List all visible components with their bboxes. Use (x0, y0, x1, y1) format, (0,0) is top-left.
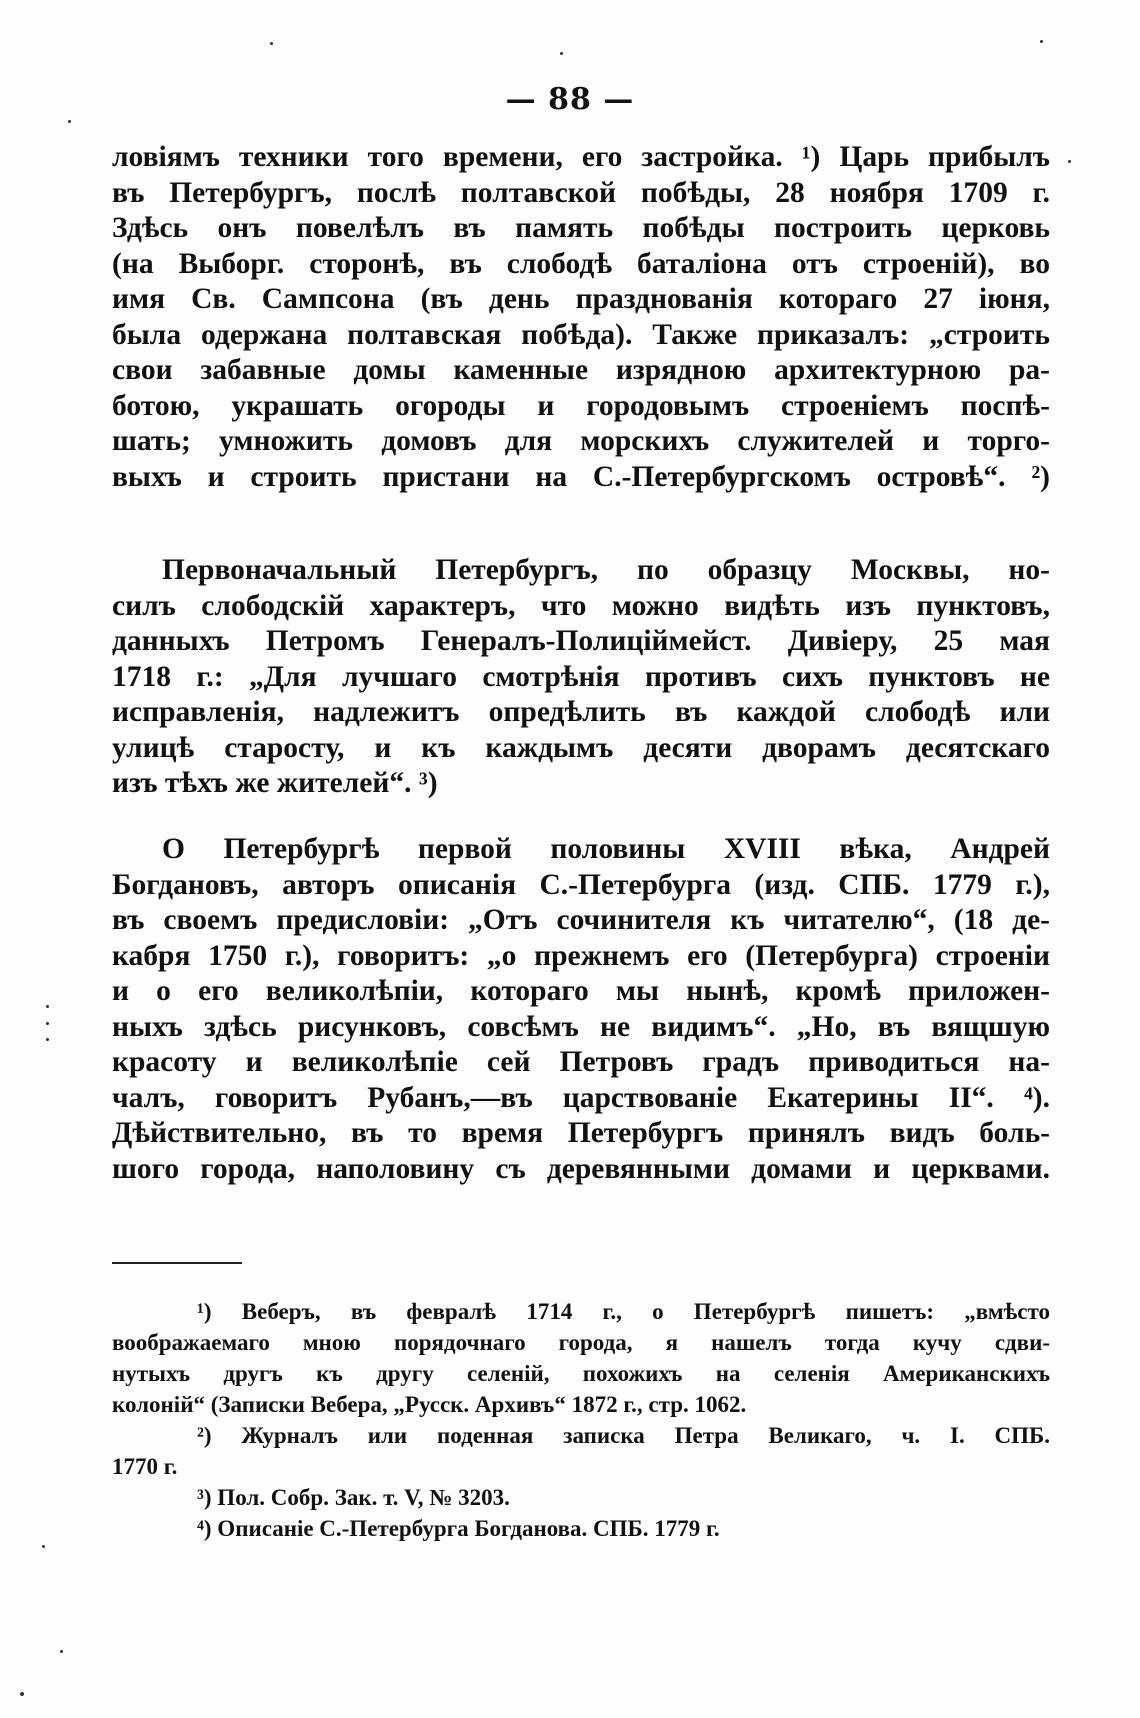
text-line: данныхъ Петромъ Генералъ-Полиціймейст. Дивіеру, 25 мая (112, 625, 1050, 657)
text-line: красоту и великолѣпіе сей Петровъ градъ приводиться на- (112, 1046, 1050, 1078)
paragraph-3 (112, 832, 1050, 1187)
text-line: 1718 г.: „Для лучшаго смотрѣнія противъ сихъ пунктовъ не (112, 660, 1050, 693)
text-line: имя Св. Сампсона (въ день празднованія котораго 27 іюня, (112, 283, 1050, 315)
footnote-1-line: воображаемаго мною порядочнаго города, я нашелъ тогда кучу сдви- (112, 1330, 1050, 1355)
text-line: улицѣ старосту, и къ каждымъ десяти дворамъ десятскаго (112, 731, 1050, 764)
text-line: была одержана полтавская побѣда). Также приказалъ: „строить (112, 318, 1050, 351)
text-line: (на Выборг. сторонѣ, въ слободѣ баталіона отъ строеній), во (112, 247, 1050, 280)
paragraph-2 (112, 553, 1050, 802)
footnote-2-line: ²) Журналъ или поденная записка Петра Великаго, ч. I. СПБ. (197, 1423, 1050, 1448)
text-line: Богдановъ, авторъ описанія С.-Петербурга (изд. СПБ. 1779 г.), (112, 868, 1050, 901)
text-line: свои забавные домы каменные изрядною архитектурною ра- (112, 354, 1050, 386)
scan-speck (60, 1650, 63, 1653)
scan-speck (270, 42, 273, 45)
scan-speck (1040, 40, 1043, 43)
text-line: въ своемъ предисловіи: „Отъ сочинителя къ читателю“, (18 де- (112, 904, 1050, 936)
scan-speck (46, 1005, 49, 1008)
text-line: Здѣсь онъ повелѣлъ въ память побѣды построить церковь (112, 212, 1050, 244)
text-line: ботою, украшать огороды и городовымъ строеніемъ поспѣ- (112, 389, 1050, 422)
footnote-3-line: ³) Пол. Собр. Зак. т. V, № 3203. (197, 1485, 510, 1510)
footnotes (112, 1296, 1050, 1544)
footnote-1-line: ¹) Веберъ, въ февралѣ 1714 г., о Петербургѣ пишетъ: „вмѣсто (197, 1299, 1050, 1324)
text-line: ныхъ здѣсь рисунковъ, совсѣмъ не видимъ“. „Но, въ вящшую (112, 1010, 1050, 1043)
footnote-2-line: 1770 г. (112, 1454, 178, 1479)
text-line: О Петербургѣ первой половины XVIII вѣка, Андрей (162, 833, 1050, 865)
text-line: въ Петербургъ, послѣ полтавской побѣды, 28 ноября 1709 г. (112, 176, 1050, 209)
text-line: выхъ и строить пристани на С.-Петербургскомъ островѣ“. ²) (112, 460, 1050, 493)
scan-speck (68, 120, 71, 123)
scan-speck (1068, 160, 1071, 163)
text-line: ловіямъ техники того времени, его застройка. ¹) Царь прибылъ (112, 141, 1050, 173)
footnote-1-line: нутыхъ другъ къ другу селеній, похожихъ на селенія Американскихъ (112, 1361, 1050, 1386)
paragraph-1 (112, 140, 1050, 495)
text-line: исправленія, надлежитъ опредѣлить въ каждой слободѣ или (112, 696, 1050, 728)
scan-speck (46, 1022, 49, 1025)
scan-speck (560, 52, 563, 55)
footnote-divider (112, 1262, 242, 1264)
text-line: шать; умножить домовъ для морскихъ служителей и торго- (112, 425, 1050, 457)
text-line: Первоначальный Петербургъ, по образцу Москвы, но- (162, 554, 1050, 586)
text-line: Дѣйствительно, въ то время Петербургъ принялъ видъ боль- (112, 1117, 1050, 1149)
text-line: изъ тѣхъ же жителей“. ³) (112, 767, 438, 799)
text-line: и о его великолѣпіи, котораго мы нынѣ, кромѣ приложен- (112, 975, 1050, 1007)
text-line: силъ слободскій характеръ, что можно видѣть изъ пунктовъ, (112, 589, 1050, 622)
page-number: — 88 — (505, 82, 635, 117)
text-line: кабря 1750 г.), говоритъ: „о прежнемъ его (Петербурга) строеніи (112, 939, 1050, 972)
scan-speck (20, 1692, 24, 1696)
footnote-4-line: ⁴) Описаніе С.-Петербурга Богданова. СПБ. 1779 г. (197, 1516, 720, 1541)
text-line: чалъ, говоритъ Рубанъ,—въ царствованіе Екатерины II“. ⁴). (112, 1081, 1050, 1114)
footnote-1-line: колоній“ (Записки Вебера, „Русск. Архивъ“ 1872 г., стр. 1062. (112, 1392, 747, 1417)
text-line: шого города, наполовину съ деревянными домами и церквами. (112, 1152, 1050, 1185)
scan-speck (42, 1545, 45, 1548)
scan-speck (46, 1038, 49, 1041)
